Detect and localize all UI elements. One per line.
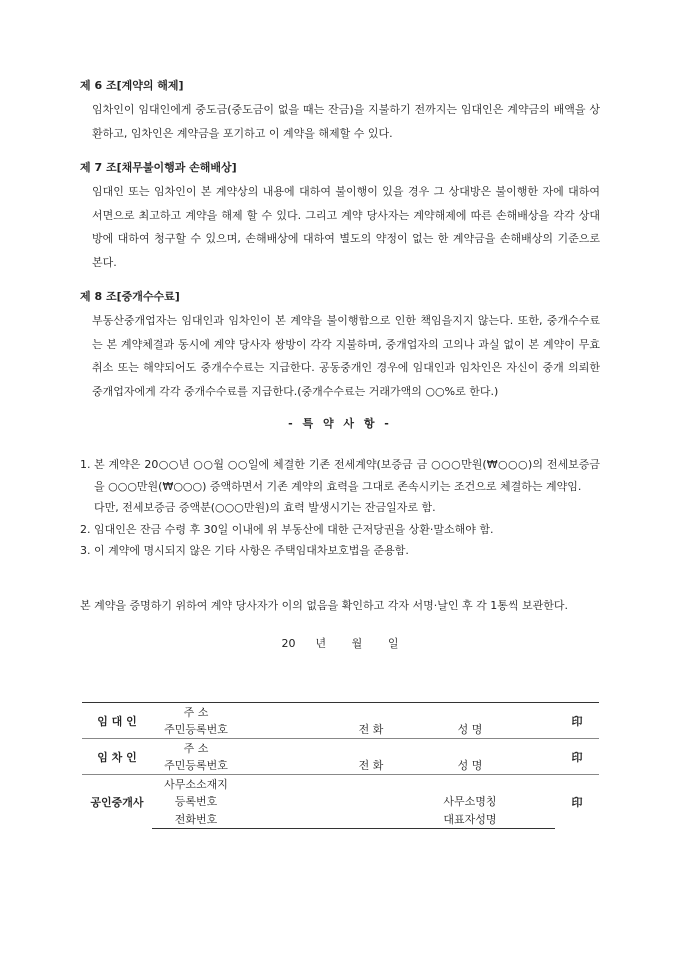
closing-statement: 본 계약을 증명하기 위하여 계약 당사자가 이의 없음을 확인하고 각자 서명·날인 후 각 1통씩 보관한다. xyxy=(80,598,568,612)
article-7 xyxy=(80,160,600,274)
tenant-address-label: 주 소 xyxy=(152,739,240,757)
contract-page xyxy=(80,78,600,651)
special-term-text: 이 계약에 명시되지 않은 기타 사항은 주택임대차보호법을 준용함. xyxy=(94,544,409,557)
tenant-name-label: 성 명 xyxy=(457,759,483,773)
article-7-heading: 제 7 조[채무불이행과 손해배상] xyxy=(80,161,237,174)
special-term-note: 다만, 전세보증금 증액분(○○○만원)의 효력 발생시기는 잔금일자로 함. xyxy=(94,501,436,514)
contract-date xyxy=(80,635,600,651)
landlord-label: 임 대 인 xyxy=(82,703,152,739)
landlord-resident-field[interactable] xyxy=(240,721,334,739)
article-8-body: 부동산중개업자는 임대인과 임차인이 본 계약을 불이행함으로 인한 책임을지지 않는다. 또한, 중개수수료는 본 계약체결과 동시에 계약 당사자 쌍방이 각각 지불하며, 중개업자의 고의나 과실 없이 본 계약이 무효취소 또는 해약되어도 중개수수료는 지급한다. 공동중개인 경우에 임대인과 임차인은 자신이 중개 의뢰한 중개업자에게 각각 중개수수료를 지급한다.(중개수수료는 거래가액의 ○○%로 한다.) xyxy=(92,314,600,398)
article-8-heading: 제 8 조[중개수수료] xyxy=(80,290,180,303)
tenant-label: 임 차 인 xyxy=(82,739,152,775)
article-6 xyxy=(80,78,600,145)
article-7-body: 임대인 또는 임차인이 본 계약상의 내용에 대하여 불이행이 있을 경우 그 상대방은 불이행한 자에 대하여 서면으로 최고하고 계약을 해제 할 수 있다. 그리고 계약 당사자는 계약해제에 따른 손해배상을 각각 상대방에 대하여 청구할 수 있으며, 손해배상에 대하여 별도의 약정이 없는 한 계약금을 손해배상의 기준으로 본다. xyxy=(92,185,600,269)
broker-label: 공인중개사 xyxy=(82,775,152,829)
landlord-address-label: 주 소 xyxy=(152,703,240,721)
special-term-number: 2. xyxy=(80,522,91,536)
date-year-label: 년 xyxy=(315,637,327,650)
landlord-name-field[interactable] xyxy=(532,721,555,739)
tenant-address-field[interactable] xyxy=(240,739,555,757)
broker-reg-field[interactable] xyxy=(240,793,408,811)
date-day-label: 일 xyxy=(387,637,399,650)
special-term-text: 본 계약은 20○○년 ○○월 ○○일에 체결한 기존 전세계약(보증금 금 ○○○만원(₩○○○)의 전세보증금을 ○○○만원(₩○○○) 증액하면서 기존 계약의 효력을 그대로 존속시키는 조건으로 체결하는 계약임. xyxy=(94,458,600,493)
broker-seal: 印 xyxy=(555,775,599,829)
special-term-item xyxy=(80,454,600,497)
broker-rep-field[interactable] xyxy=(532,810,555,828)
tenant-seal: 印 xyxy=(555,739,599,775)
tenant-phone-label: 전 화 xyxy=(358,759,384,773)
broker-office-address-label: 사무소소재지 xyxy=(152,775,240,793)
broker-office-name-label: 사무소명칭 xyxy=(443,795,497,809)
special-term-item xyxy=(80,540,600,562)
article-6-body: 임차인이 임대인에게 중도금(중도금이 없을 때는 잔금)을 지불하기 전까지는 임대인은 계약금의 배액을 상환하고, 임차인은 계약금을 포기하고 이 계약을 해제할 수 있다. xyxy=(92,103,600,140)
tenant-resident-label: 주민등록번호 xyxy=(164,759,228,773)
landlord-address-field[interactable] xyxy=(240,703,555,721)
broker-phone-label: 전화번호 xyxy=(152,810,240,828)
landlord-resident-label: 주민등록번호 xyxy=(164,723,228,737)
special-term-number: 1. xyxy=(80,458,91,471)
special-terms-title: - 특 약 사 항 - xyxy=(288,417,392,430)
tenant-name-field[interactable] xyxy=(532,757,555,775)
landlord-seal: 印 xyxy=(555,703,599,739)
broker-rep-label: 대표자성명 xyxy=(408,810,532,828)
tenant-resident-field[interactable] xyxy=(240,757,334,775)
special-term-number: 3. xyxy=(80,544,91,557)
broker-phone-field[interactable] xyxy=(240,810,408,828)
article-6-heading: 제 6 조[계약의 해제] xyxy=(80,79,184,92)
special-terms-list xyxy=(80,454,600,562)
broker-office-name-field[interactable] xyxy=(532,793,555,811)
article-8 xyxy=(80,289,600,403)
landlord-phone-label: 전 화 xyxy=(358,723,384,737)
date-year: 20 xyxy=(281,637,296,650)
date-month-label: 월 xyxy=(351,637,363,650)
special-term-item xyxy=(80,519,600,541)
signature-table xyxy=(82,702,599,829)
special-term-text: 임대인은 잔금 수령 후 30일 이내에 위 부동산에 대한 근저당권을 상환·말소해야 함. xyxy=(94,522,494,536)
broker-reg-label: 등록번호 xyxy=(174,795,218,809)
broker-office-address-field[interactable] xyxy=(240,775,555,793)
landlord-name-label: 성 명 xyxy=(457,723,483,737)
